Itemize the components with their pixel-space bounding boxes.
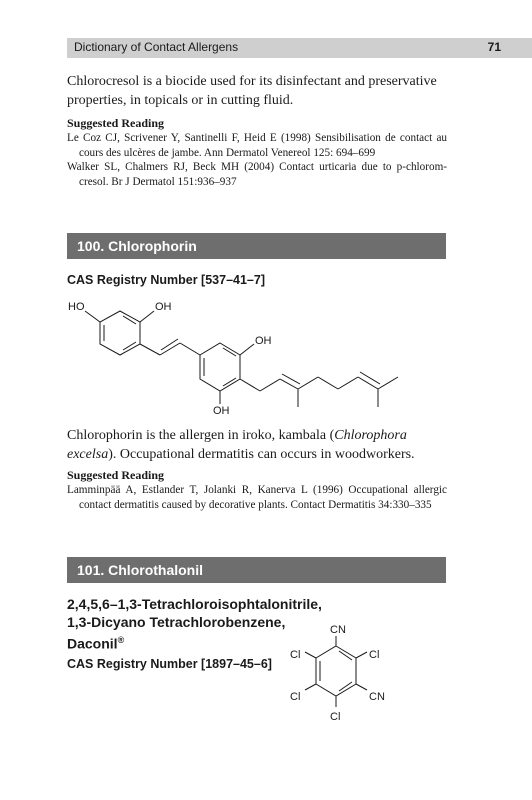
registered-mark: ® <box>117 635 125 645</box>
chlorine-label: Cl <box>330 711 341 723</box>
running-header-title: Dictionary of Contact Allergens <box>74 40 239 54</box>
reference-item: Walker SL, Chalmers RJ, Beck MH (2004) Contact urticaria due to p-chlorom-cresol. Br J Dermatol 151:936–937 <box>67 161 447 188</box>
page-number: 71 <box>487 40 501 54</box>
chlorine-label: Cl <box>290 691 301 703</box>
section-title: 100. Chlorophorin <box>77 238 197 254</box>
species-name: Chlorophora excelsa <box>67 428 407 462</box>
hydroxyl-label: HO <box>68 301 85 313</box>
hydroxyl-label: OH <box>213 405 230 417</box>
nitrile-label: CN <box>330 624 346 636</box>
chlorophorin-suggested-reading-heading: Suggested Reading <box>67 468 165 482</box>
reference-item: Lamminpää A, Estlander T, Jolanki R, Kanerva L (1996) Occupational allergic contact dermatitis caused by decorative plants. Contact Dermatitis 34:330–335 <box>67 484 447 511</box>
description-text: ). Occupational dermatitis can occurs in woodworkers. <box>108 447 415 462</box>
chlorine-label: Cl <box>290 649 301 661</box>
chlorocresol-suggested-reading-heading: Suggested Reading <box>67 116 165 130</box>
synonym: 1,3-Dicyano Tetrachlorobenzene, <box>67 614 286 630</box>
synonym: 2,4,5,6–1,3-Tetrachloroisophtalonitrile, <box>67 596 322 612</box>
reference-item: Le Coz CJ, Scrivener Y, Santinelli F, Heid E (1998) Sensibilisation de contact au cours des ulcères de jambe. Ann Dermatol Venereol 125: 694–699 <box>67 132 447 159</box>
hydroxyl-label: OH <box>155 301 172 313</box>
nitrile-label: CN <box>369 691 385 703</box>
description-text: Chlorophorin is the allergen in iroko, kambala ( <box>67 428 335 443</box>
chlorine-label: Cl <box>369 649 380 661</box>
synonym-text: Daconil <box>67 635 118 652</box>
chlorocresol-intro: Chlorocresol is a biocide used for its disinfectant and preservative properties, in topicals or in cutting fluid. <box>67 74 437 108</box>
cas-registry-number: CAS Registry Number [537–41–7] <box>67 273 265 287</box>
section-title: 101. Chlorothalonil <box>77 562 204 578</box>
hydroxyl-label: OH <box>255 335 272 347</box>
cas-registry-number: CAS Registry Number [1897–45–6] <box>67 657 272 671</box>
